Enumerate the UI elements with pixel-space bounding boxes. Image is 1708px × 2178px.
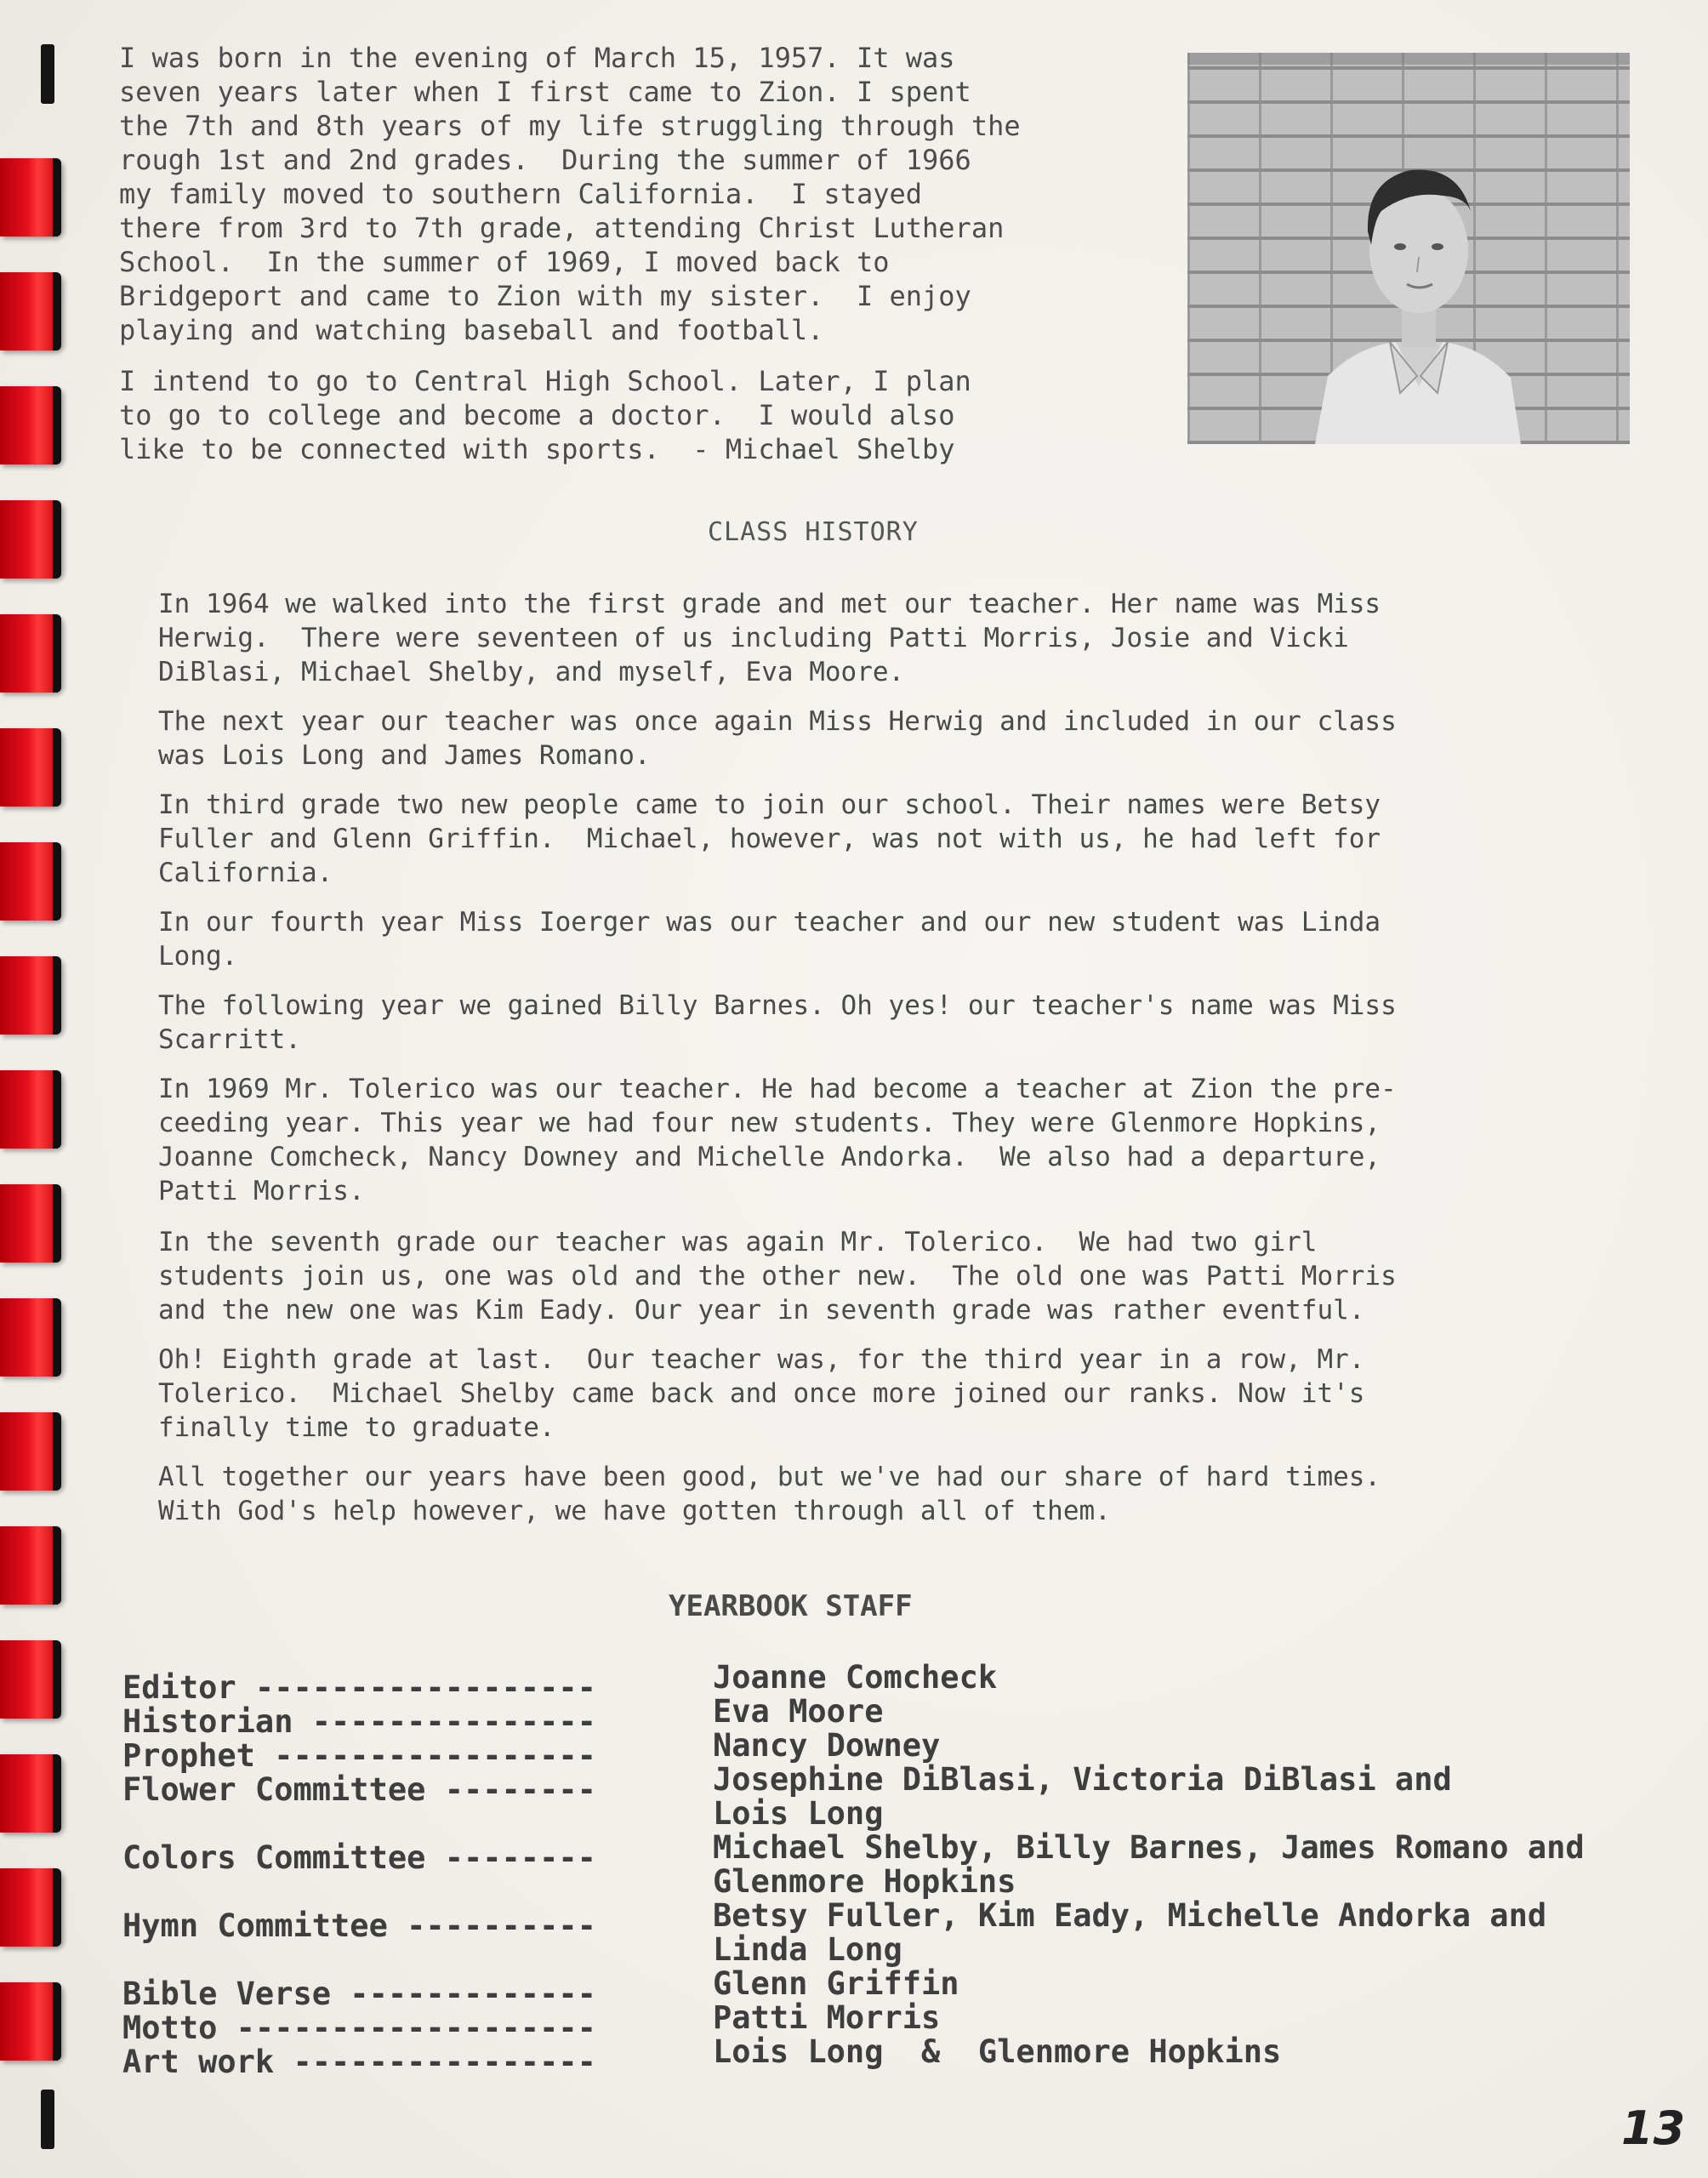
staff-names: Joanne Comcheck Eva Moore Nancy Downey Josephine DiBlasi, Victoria DiBlasi and Lois Long Michael Shelby, Billy Barnes, James Romano and Glenmore Hopkins Betsy Fuller, Kim Eady, Michelle Andorka and Linda Long Glenn Griffin Patti Morris Lois Long & Glenmore Hopkins [713, 1659, 1585, 2070]
class-history-heading: CLASS HISTORY [708, 517, 919, 547]
bio-paragraph: I was born in the evening of March 15, 1957. It was seven years later when I first came to Zion. I spent the 7th and 8th years of my life struggling through the rough 1st and 2nd grades. During the summer of 1966 my family moved to southern California. I stayed there from 3rd to 7th grade, attending Christ Lutheran School. In the summer of 1969, I moved back to Bridgeport and came to Zion with my sister. I enjoy playing and watching baseball and football. [119, 42, 1021, 346]
history-paragraph: The next year our teacher was once again Miss Herwig and included in our class was Lois Long and James Romano. [158, 706, 1397, 771]
bio-paragraph: I intend to go to Central High School. Later, I plan to go to college and become a doctor. I would also like to be connected with sports. - Michael Shelby [119, 365, 971, 465]
history-paragraph: In 1964 we walked into the first grade and met our teacher. Her name was Miss Herwig. There were seventeen of us including Patti Morris, Josie and Vicki DiBlasi, Michael Shelby, and myself, Eva Moore. [158, 589, 1381, 687]
binding-ring [0, 614, 61, 693]
history-paragraph: In third grade two new people came to join our school. Their names were Betsy Fuller and Glenn Griffin. Michael, however, was not with us, he had left for California. [158, 790, 1381, 888]
page-number: 13 [1621, 2101, 1686, 2155]
history-paragraph: In our fourth year Miss Ioerger was our teacher and our new student was Linda Long. [158, 907, 1381, 972]
binding-ring [0, 272, 61, 351]
history-paragraph: All together our years have been good, but we've had our share of hard times. With God's help however, we have gotten through all of them. [158, 1462, 1381, 1526]
binding-ring [0, 1868, 61, 1947]
spiral-binding [0, 0, 77, 2178]
history-paragraph: In the seventh grade our teacher was again Mr. Tolerico. We had two girl students join us, one was old and the other new. The old one was Patti Morris and the new one was Kim Eady. Our year in seventh grade was rather eventful. [158, 1227, 1397, 1326]
binding-ring [0, 1640, 61, 1719]
binding-ring [0, 1526, 61, 1605]
binding-ring [0, 842, 61, 921]
binding-ring [0, 1412, 61, 1491]
student-portrait-photo [1187, 53, 1630, 444]
binding-ring [0, 1070, 61, 1149]
binding-ring [0, 1982, 61, 2061]
binding-ring [0, 1754, 61, 1833]
binding-ring [0, 728, 61, 807]
binding-stub [41, 2090, 54, 2149]
binding-ring [0, 1298, 61, 1377]
binding-ring [0, 1184, 61, 1263]
binding-ring [0, 956, 61, 1035]
history-paragraph: In 1969 Mr. Tolerico was our teacher. He had become a teacher at Zion the pre- ceeding year. This year we had four new students. They were Glenmore Hopkins, Joanne Comcheck, Nancy Downey and Michelle Andorka. We also had a departure, Patti Morris. [158, 1074, 1397, 1206]
staff-roles: Editor ------------------ Historian --------------- Prophet ----------------- Flower Committee -------- Colors Committee -------- Hymn Committee ---------- Bible Verse ------------- Motto ------------------- Art work ---------------- [122, 1669, 596, 2080]
binding-stub [41, 44, 54, 104]
binding-ring [0, 500, 61, 579]
binding-ring [0, 386, 61, 465]
history-paragraph: Oh! Eighth grade at last. Our teacher was, for the third year in a row, Mr. Tolerico. Michael Shelby came back and once more joined our ranks. Now it's finally time to graduate. [158, 1344, 1365, 1443]
history-paragraph: The following year we gained Billy Barnes. Oh yes! our teacher's name was Miss Scarritt. [158, 990, 1397, 1055]
binding-ring [0, 158, 61, 237]
yearbook-staff-heading: YEARBOOK STAFF [669, 1589, 913, 1623]
